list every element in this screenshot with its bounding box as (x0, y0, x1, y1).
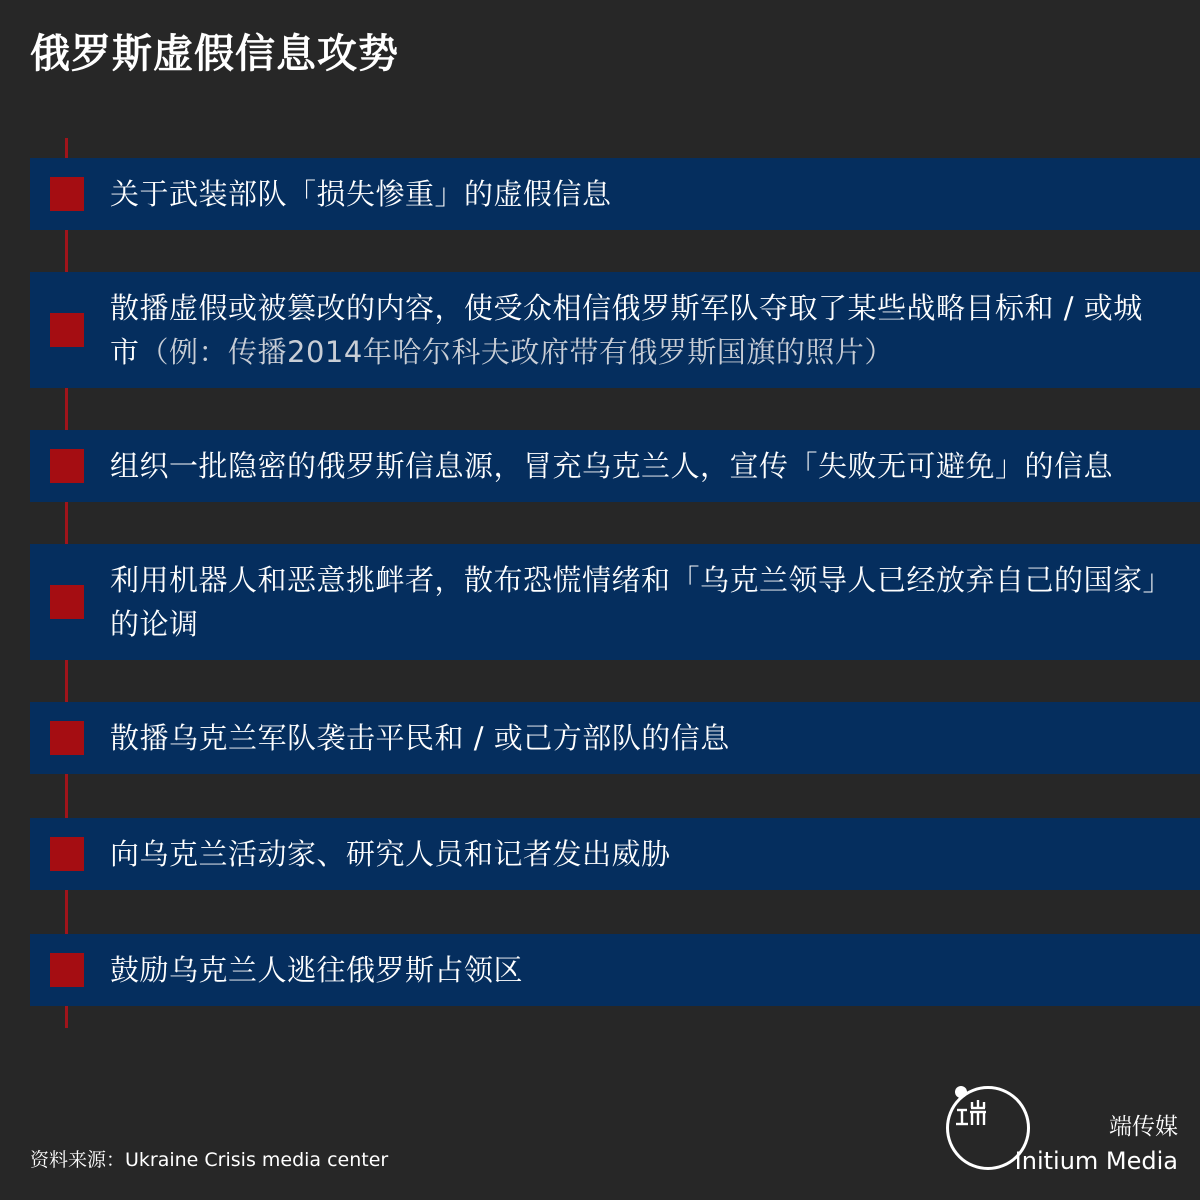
brand-name-cn: 端传媒 (1109, 1114, 1178, 1140)
list-item (30, 818, 1200, 890)
square-bullet-icon (50, 837, 84, 871)
square-bullet-icon (50, 585, 84, 619)
list-item (30, 934, 1200, 1006)
list-item-label: 散播乌克兰军队袭击平民和 / 或己方部队的信息 (110, 721, 730, 755)
list-item-label: 散播虚假或被篡改的内容，使受众相信俄罗斯军队夺取了某些战略目标和 / 或城市 (110, 291, 1143, 369)
list-item (30, 272, 1200, 388)
square-bullet-icon (50, 177, 84, 211)
list-item-text (110, 286, 1170, 374)
logo-dot-icon (955, 1086, 967, 1098)
list-item-note: （例：传播2014年哈尔科夫政府带有俄罗斯国旗的照片） (139, 335, 894, 369)
logo-glyph-icon (953, 1098, 993, 1128)
brand-name-en: Initium Media (1014, 1147, 1178, 1175)
list-item-label: 关于武装部队「损失惨重」的虚假信息 (110, 177, 612, 211)
list-item-text (110, 948, 1170, 992)
list-item (30, 430, 1200, 502)
source-note: 资料来源：Ukraine Crisis media center (30, 1149, 389, 1171)
list-item (30, 702, 1200, 774)
list-item-label: 向乌克兰活动家、研究人员和记者发出威胁 (110, 837, 671, 871)
list-item-text (110, 558, 1170, 646)
list-item-label: 组织一批隐密的俄罗斯信息源，冒充乌克兰人，宣传「失败无可避免」的信息 (110, 449, 1114, 483)
list-item-label: 鼓励乌克兰人逃往俄罗斯占领区 (110, 953, 524, 987)
page-title: 俄罗斯虚假信息攻势 (30, 31, 399, 77)
square-bullet-icon (50, 449, 84, 483)
square-bullet-icon (50, 313, 84, 347)
list-item-label: 利用机器人和恶意挑衅者，散布恐慌情绪和「乌克兰领导人已经放弃自己的国家」的论调 (110, 563, 1158, 641)
list-item (30, 158, 1200, 230)
list-item-text (110, 832, 1170, 876)
list-item-text (110, 716, 1170, 760)
square-bullet-icon (50, 953, 84, 987)
list-item-text (110, 172, 1170, 216)
square-bullet-icon (50, 721, 84, 755)
list-item (30, 544, 1200, 660)
list-item-text (110, 444, 1170, 488)
